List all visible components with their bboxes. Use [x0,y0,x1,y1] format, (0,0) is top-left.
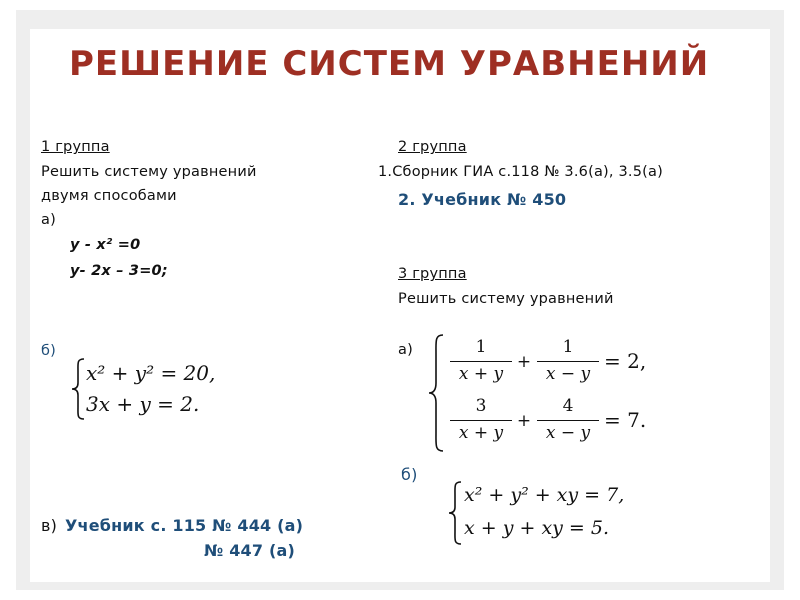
group3-equation-b2: x + y + xy = 5. [464,517,610,539]
equation-rhs: = 2, [604,349,647,373]
plus-sign: + [516,352,532,372]
brace-icon [427,333,445,453]
group1-task-line1: Решить систему уравнений [41,164,257,180]
group2-item1: 1.Сборник ГИА с.118 № 3.6(а), 3.5(а) [378,164,663,180]
group1-equation-b2: 3x + y = 2. [86,392,200,416]
group3-task: Решить систему уравнений [398,291,614,307]
brace-icon [447,480,463,546]
group1-part-b-label: б) [41,343,56,359]
group3-heading: 3 группа [398,266,467,282]
group1-part-a-label: а) [41,212,56,228]
fraction-bar [537,420,599,421]
group2-item2: 2. Учебник № 450 [398,190,567,209]
fraction-numerator: 4 [562,396,574,416]
slide-title: РЕШЕНИЕ СИСТЕМ УРАВНЕНИЙ [69,44,710,84]
fraction-denominator: x − y [545,423,591,443]
fraction-denominator: x − y [545,364,591,384]
group1-heading: 1 группа [41,139,110,155]
group1-part-v-label: в) [41,516,58,535]
equation-rhs: = 7. [604,408,647,432]
fraction-bar [537,361,599,362]
fraction-numerator: 1 [475,337,487,357]
fraction-denominator: x + y [458,423,504,443]
group3-equation-b1: x² + y² + xy = 7, [464,484,625,506]
fraction-numerator: 1 [562,337,574,357]
fraction-denominator: x + y [458,364,504,384]
group1-part-v-text: Учебник с. 115 № 444 (а) [65,516,304,535]
group1-part-v-text2: № 447 (а) [204,541,296,560]
group3-part-a-label: а) [398,342,413,358]
brace-icon [70,357,86,421]
group1-equation-a2: y- 2x – 3=0; [70,263,168,279]
fraction-bar [450,420,512,421]
plus-sign: + [516,411,532,431]
group3-part-b-label: б) [401,465,418,484]
fraction-bar [450,361,512,362]
group1-task-line2: двумя способами [41,188,177,204]
group1-equation-a1: y - x² =0 [70,237,141,253]
group2-heading: 2 группа [398,139,467,155]
fraction-numerator: 3 [475,396,487,416]
group1-equation-b1: x² + y² = 20, [86,361,216,385]
